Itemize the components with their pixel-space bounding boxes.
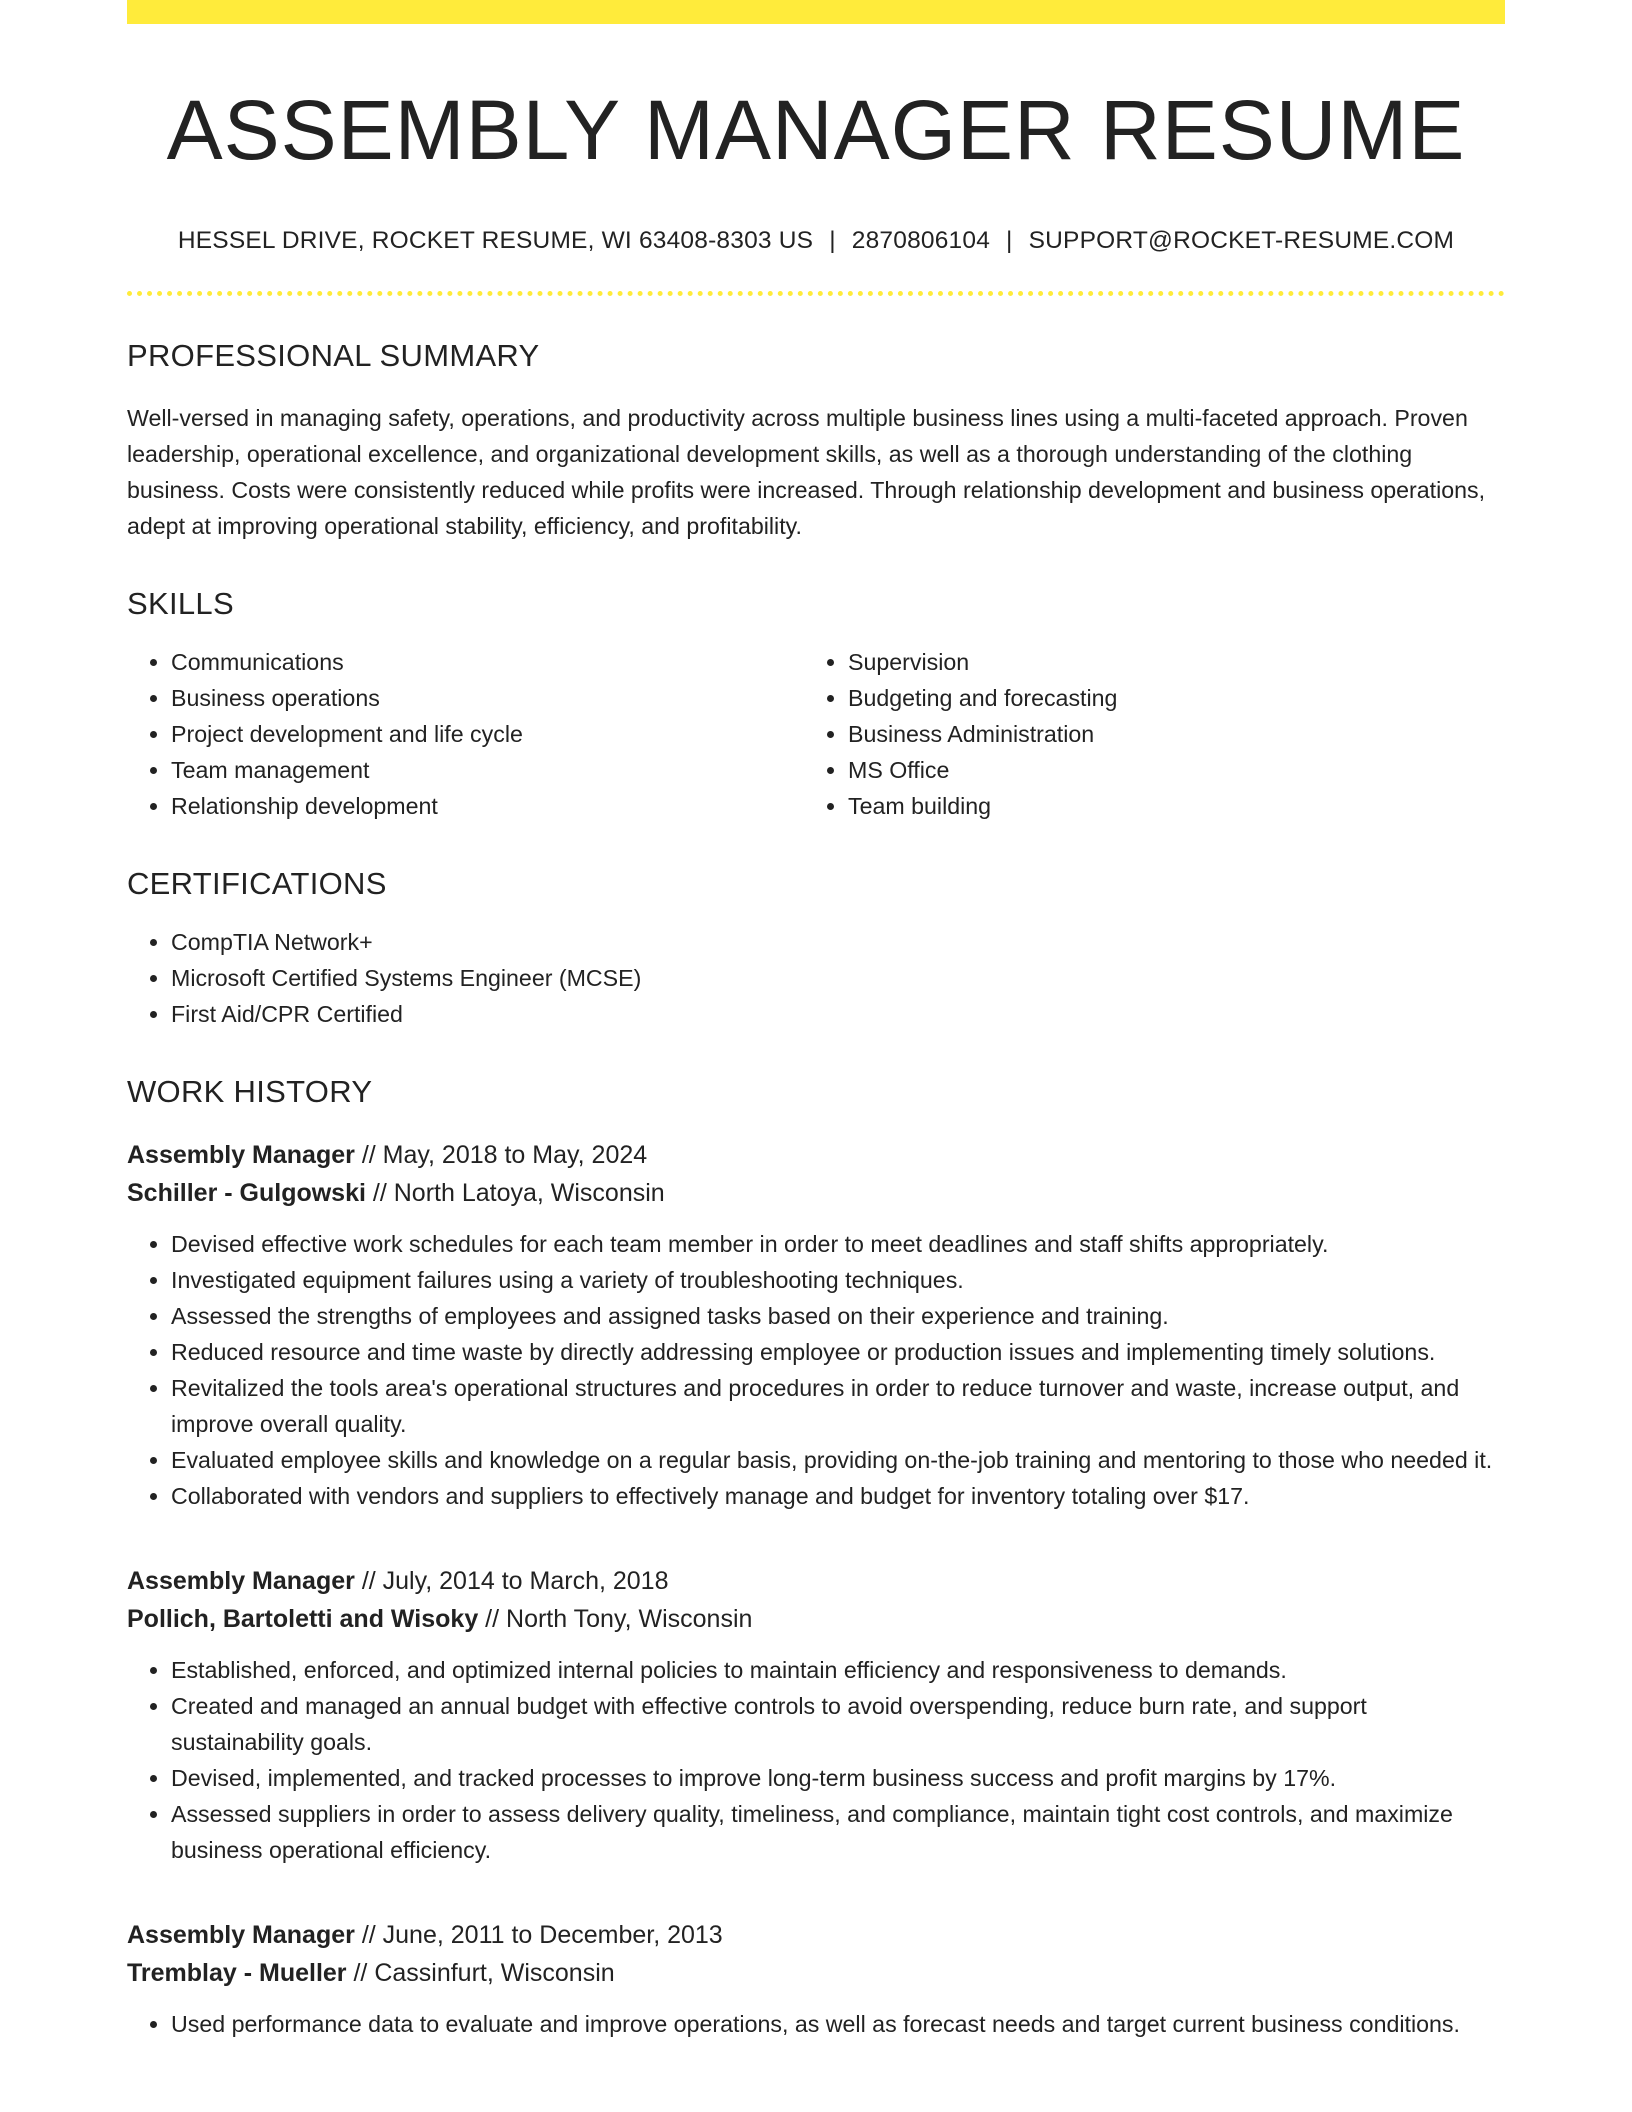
certification-item: • First Aid/CPR Certified bbox=[171, 996, 1505, 1032]
contact-info bbox=[127, 227, 1505, 255]
header-divider bbox=[127, 291, 1505, 296]
job-location: // North Tony, Wisconsin bbox=[478, 1604, 753, 1633]
job-bullet: • Collaborated with vendors and suppliers to effectively manage and budget for inventory totaling over $17. bbox=[171, 1478, 1505, 1514]
skill-item: • Communications bbox=[171, 644, 804, 680]
work-history-heading: WORK HISTORY bbox=[127, 1073, 373, 1109]
job-bullet: • Evaluated employee skills and knowledge on a regular basis, providing on-the-job training and mentoring to those who needed it. bbox=[171, 1442, 1505, 1478]
resume-content bbox=[127, 24, 1505, 2042]
job-entry bbox=[127, 1916, 1505, 2042]
job-bullet: • Reduced resource and time waste by directly addressing employee or production issues and implementing timely solutions. bbox=[171, 1334, 1505, 1370]
job-dates: // May, 2018 to May, 2024 bbox=[354, 1140, 648, 1169]
certification-item: • Microsoft Certified Systems Engineer (MCSE) bbox=[171, 960, 1505, 996]
skill-item: • Business Administration bbox=[848, 716, 1481, 752]
job-bullet: • Assessed suppliers in order to assess delivery quality, timeliness, and compliance, maintain tight cost controls, and maximize business operational efficiency. bbox=[171, 1796, 1505, 1868]
job-title-line bbox=[127, 1916, 1505, 1954]
job-title: Assembly Manager bbox=[127, 1140, 355, 1169]
job-bullets bbox=[127, 2006, 1505, 2042]
skill-item: • Team building bbox=[848, 788, 1481, 824]
email-text: SUPPORT@ROCKET-RESUME.COM bbox=[1028, 226, 1455, 254]
summary-paragraph: Well-versed in managing safety, operations, and productivity across multiple business lines using a multi-faceted approach. Proven leadership, operational excellence, and organizational development skills, as well as a thorough understanding of the clothing business. Costs were consistently reduced while profits were increased. Through relationship development and business operations, adept at improving operational stability, efficiency, and profitability. bbox=[127, 404, 1486, 539]
contact-separator: | bbox=[1006, 226, 1013, 254]
job-bullet: • Used performance data to evaluate and improve operations, as well as forecast needs and target current business conditions. bbox=[171, 2006, 1505, 2042]
phone-text: 2870806104 bbox=[851, 226, 991, 254]
job-company-line bbox=[127, 1954, 1505, 1992]
job-location: // North Latoya, Wisconsin bbox=[365, 1178, 665, 1207]
job-bullet: • Investigated equipment failures using a variety of troubleshooting techniques. bbox=[171, 1262, 1505, 1298]
summary-heading: PROFESSIONAL SUMMARY bbox=[127, 337, 540, 373]
skill-item: • Budgeting and forecasting bbox=[848, 680, 1481, 716]
certifications-list bbox=[127, 924, 1505, 1032]
job-bullets bbox=[127, 1226, 1505, 1514]
job-entry bbox=[127, 1136, 1505, 1514]
contact-separator: | bbox=[829, 226, 836, 254]
skill-item: • MS Office bbox=[848, 752, 1481, 788]
job-entry bbox=[127, 1562, 1505, 1868]
job-title-line bbox=[127, 1562, 1505, 1600]
job-bullet: • Created and managed an annual budget with effective controls to avoid overspending, reduce burn rate, and support sustainability goals. bbox=[171, 1688, 1505, 1760]
job-dates: // July, 2014 to March, 2018 bbox=[354, 1566, 669, 1595]
job-title-line bbox=[127, 1136, 1505, 1174]
skill-item: • Business operations bbox=[171, 680, 804, 716]
job-title: Assembly Manager bbox=[127, 1566, 355, 1595]
job-bullet: • Devised effective work schedules for each team member in order to meet deadlines and staff shifts appropriately. bbox=[171, 1226, 1505, 1262]
page-title: ASSEMBLY MANAGER RESUME bbox=[166, 83, 1466, 177]
skill-item: • Project development and life cycle bbox=[171, 716, 804, 752]
job-bullet: • Revitalized the tools area's operational structures and procedures in order to reduce turnover and waste, increase output, and improve overall quality. bbox=[171, 1370, 1505, 1442]
job-dates: // June, 2011 to December, 2013 bbox=[354, 1920, 723, 1949]
job-company-line bbox=[127, 1600, 1505, 1638]
skill-item: • Relationship development bbox=[171, 788, 804, 824]
job-bullets bbox=[127, 1652, 1505, 1868]
job-bullet: • Assessed the strengths of employees and assigned tasks based on their experience and training. bbox=[171, 1298, 1505, 1334]
skill-item: • Supervision bbox=[848, 644, 1481, 680]
certification-item: • CompTIA Network+ bbox=[171, 924, 1505, 960]
skills-heading: SKILLS bbox=[127, 585, 234, 621]
skills-grid bbox=[127, 644, 1505, 824]
skills-list-left bbox=[127, 644, 804, 824]
job-company: Tremblay - Mueller bbox=[127, 1958, 347, 1987]
job-company: Schiller - Gulgowski bbox=[127, 1178, 366, 1207]
job-location: // Cassinfurt, Wisconsin bbox=[346, 1958, 615, 1987]
skill-item: • Team management bbox=[171, 752, 804, 788]
job-title: Assembly Manager bbox=[127, 1920, 355, 1949]
job-bullet: • Established, enforced, and optimized internal policies to maintain efficiency and responsiveness to demands. bbox=[171, 1652, 1505, 1688]
job-bullet: • Devised, implemented, and tracked processes to improve long-term business success and profit margins by 17%. bbox=[171, 1760, 1505, 1796]
accent-top-bar bbox=[127, 0, 1505, 24]
skills-list-right bbox=[804, 644, 1481, 824]
certifications-heading: CERTIFICATIONS bbox=[127, 865, 387, 901]
job-company-line bbox=[127, 1174, 1505, 1212]
address-text: HESSEL DRIVE, ROCKET RESUME, WI 63408-8303 US bbox=[177, 226, 814, 254]
job-company: Pollich, Bartoletti and Wisoky bbox=[127, 1604, 479, 1633]
